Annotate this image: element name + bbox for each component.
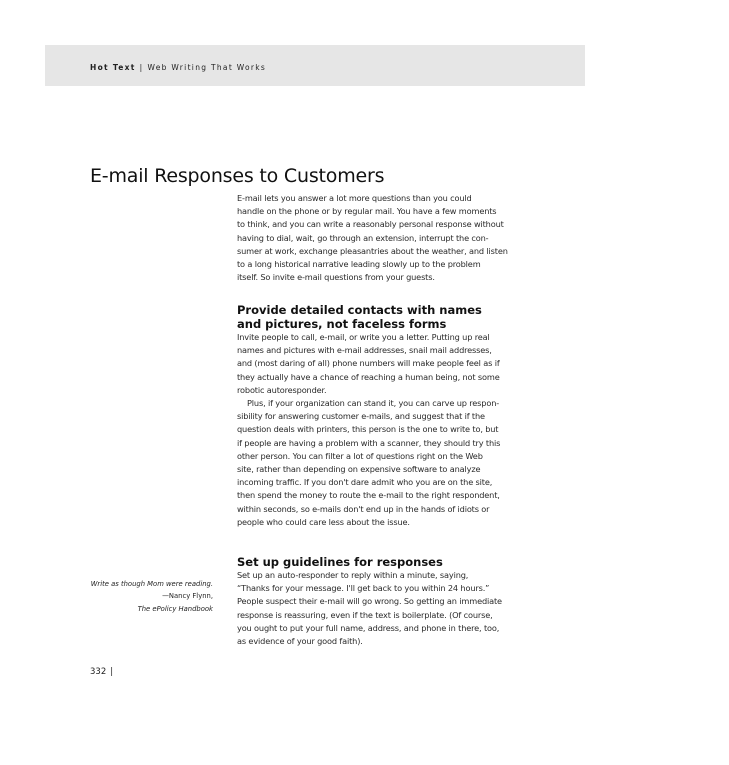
- text-line: sibility for answering customer e-mails, and suggest that if the: [237, 411, 485, 422]
- text-line: Set up an auto-responder to reply within a minute, saying,: [237, 570, 469, 580]
- quote-source: The ePolicy Handbook: [137, 604, 213, 613]
- text-line: other person. You can filter a lot of questions right on the Web: [237, 450, 483, 461]
- text-line: to a long historical narrative leading slowly up to the problem: [237, 259, 481, 270]
- text-line: Invite people to call, e-mail, or write you a letter. Putting up real: [237, 332, 490, 342]
- heading-line-1: Provide detailed contacts with names: [237, 303, 482, 317]
- intro-paragraph: [237, 192, 514, 284]
- section-contacts-para-1: [237, 331, 514, 397]
- folio-bar: |: [110, 667, 114, 677]
- text-line: if people are having a problem with a scanner, they should try this: [237, 437, 501, 448]
- page-number: 332: [90, 667, 107, 677]
- text-line: within seconds, so e-mails don't end up in the hands of idiots or: [237, 503, 490, 514]
- section-contacts: [237, 303, 514, 529]
- text-line: names and pictures with e-mail addresses, snail mail addresses,: [237, 345, 492, 356]
- text-line: question deals with printers, this person is the one to write to, but: [237, 424, 499, 435]
- book-title: Hot Text: [90, 63, 136, 72]
- text-line: they actually have a chance of reaching a human being, not some: [237, 371, 500, 382]
- text-line: to think, and you can write a reasonably personal response without: [237, 219, 504, 230]
- text-line: E-mail lets you answer a lot more questions than you could: [237, 193, 472, 203]
- text-line: Plus, if your organization can stand it, you can carve up respon-: [247, 398, 500, 409]
- intro-text: [237, 192, 514, 284]
- text-line: sumer at work, exchange pleasantries about the weather, and listen: [237, 245, 508, 256]
- quote-text: Write as though Mom were reading.: [90, 580, 213, 588]
- running-header: [45, 45, 585, 86]
- text-line: robotic autoresponder.: [237, 384, 327, 395]
- page-title: E-mail Responses to Customers: [90, 165, 385, 187]
- running-head-text: [90, 63, 266, 72]
- quote-attribution: —Nancy Flynn,: [162, 592, 213, 601]
- section-guidelines-para-1: [237, 569, 514, 648]
- text-line: people who could care less about the issue.: [237, 516, 410, 527]
- text-line: itself. So invite e-mail questions from your guests.: [237, 272, 435, 283]
- text-line: incoming traffic. If you don't dare admit who you are on the site,: [237, 477, 493, 488]
- page-folio: [90, 667, 113, 677]
- book-subtitle: Web Writing That Works: [147, 63, 267, 72]
- text-line: “Thanks for your message. I'll get back to you within 24 hours.”: [237, 583, 490, 594]
- heading-line-2: and pictures, not faceless forms: [237, 317, 447, 331]
- section-contacts-heading: [237, 303, 514, 331]
- sidebar-quote: [53, 578, 213, 615]
- text-line: then spend the money to route the e-mail to the right respondent,: [237, 490, 500, 501]
- header-separator: |: [139, 63, 144, 72]
- text-line: as evidence of your good faith).: [237, 636, 363, 647]
- section-guidelines-heading: Set up guidelines for responses: [237, 555, 443, 569]
- text-line: People suspect their e-mail will go wrong. So getting an immediate: [237, 596, 502, 607]
- text-line: site, rather than depending on expensive software to analyze: [237, 464, 481, 475]
- text-line: having to dial, wait, go through an extension, interrupt the con-: [237, 232, 489, 243]
- section-guidelines: [237, 555, 514, 648]
- text-line: and (most daring of all) phone numbers will make people feel as if: [237, 358, 500, 369]
- section-contacts-para-2: [237, 397, 514, 529]
- text-line: handle on the phone or by regular mail. You have a few moments: [237, 206, 497, 217]
- text-line: response is reassuring, even if the text is boilerplate. (Of course,: [237, 609, 493, 620]
- text-line: you ought to put your full name, address, and phone in there, too,: [237, 622, 500, 633]
